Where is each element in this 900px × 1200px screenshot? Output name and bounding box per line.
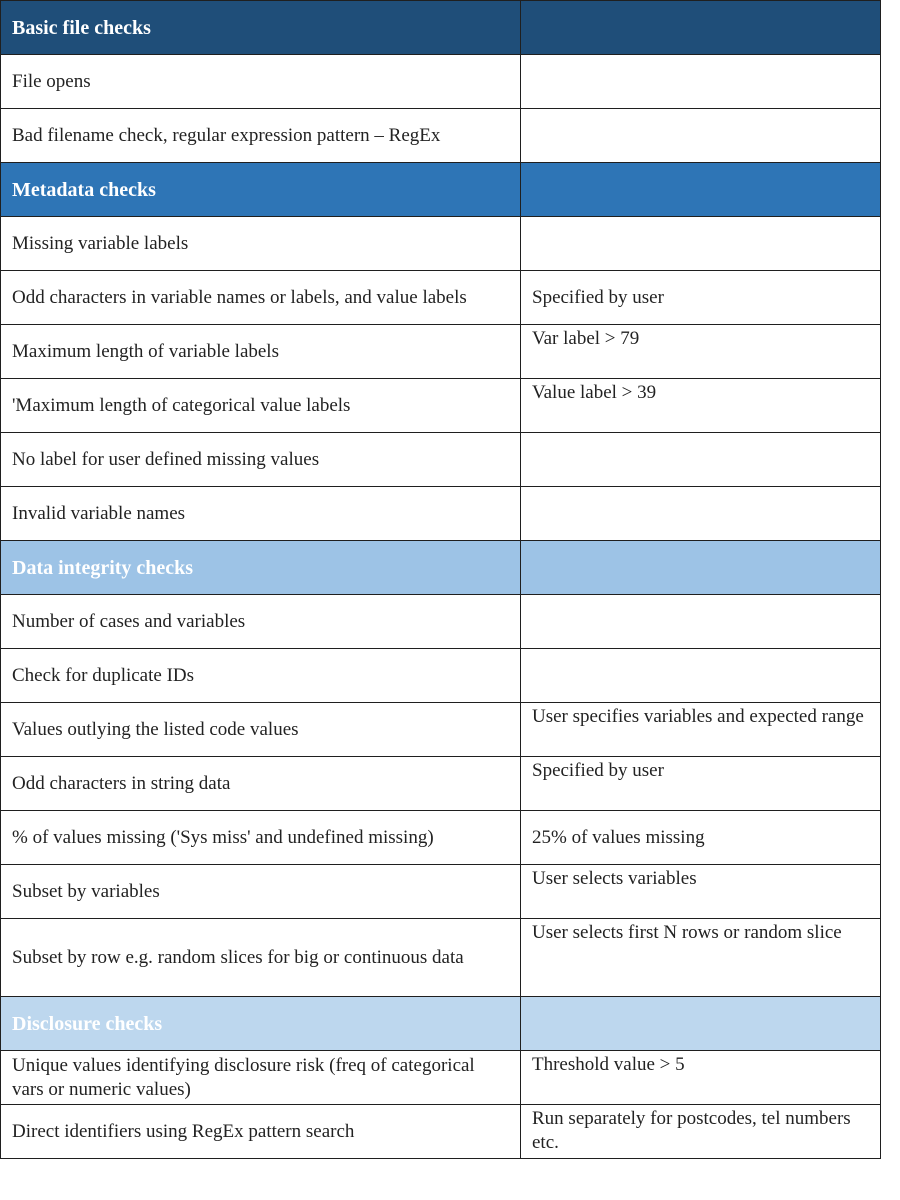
table-row xyxy=(1,595,881,649)
table-row xyxy=(1,109,881,163)
check-name-cell: Missing variable labels xyxy=(1,217,521,271)
section-header-row xyxy=(1,541,881,595)
table-row xyxy=(1,757,881,811)
check-name-cell: Values outlying the listed code values xyxy=(1,703,521,757)
table-row xyxy=(1,217,881,271)
check-name-cell: Unique values identifying disclosure risk (freq of categorical vars or numeric values) xyxy=(1,1051,521,1105)
check-name-cell: File opens xyxy=(1,55,521,109)
table-row xyxy=(1,649,881,703)
check-parameter-cell: Var label > 79 xyxy=(521,325,881,379)
section-header-row xyxy=(1,997,881,1051)
table-row xyxy=(1,325,881,379)
section-header-blank-cell xyxy=(521,163,881,217)
checks-table-body xyxy=(1,1,881,1159)
section-title: Basic file checks xyxy=(1,1,521,55)
table-row xyxy=(1,271,881,325)
check-name-cell: No label for user defined missing values xyxy=(1,433,521,487)
check-name-cell: Check for duplicate IDs xyxy=(1,649,521,703)
table-row xyxy=(1,55,881,109)
check-parameter-cell xyxy=(521,487,881,541)
check-parameter-cell xyxy=(521,433,881,487)
table-row xyxy=(1,487,881,541)
section-title: Disclosure checks xyxy=(1,997,521,1051)
check-parameter-cell xyxy=(521,55,881,109)
check-name-cell: 'Maximum length of categorical value labels xyxy=(1,379,521,433)
check-parameter-cell: Run separately for postcodes, tel numbers etc. xyxy=(521,1105,881,1159)
table-row xyxy=(1,1105,881,1159)
check-parameter-cell: Specified by user xyxy=(521,757,881,811)
check-name-cell: Subset by variables xyxy=(1,865,521,919)
table-row xyxy=(1,379,881,433)
table-row xyxy=(1,865,881,919)
section-header-blank-cell xyxy=(521,997,881,1051)
check-name-cell: Odd characters in variable names or labels, and value labels xyxy=(1,271,521,325)
section-header-row xyxy=(1,163,881,217)
section-title: Data integrity checks xyxy=(1,541,521,595)
check-parameter-cell xyxy=(521,649,881,703)
check-parameter-cell: Value label > 39 xyxy=(521,379,881,433)
check-parameter-cell: Specified by user xyxy=(521,271,881,325)
check-name-cell: Number of cases and variables xyxy=(1,595,521,649)
section-header-blank-cell xyxy=(521,541,881,595)
check-name-cell: Odd characters in string data xyxy=(1,757,521,811)
table-row xyxy=(1,433,881,487)
check-name-cell: Invalid variable names xyxy=(1,487,521,541)
table-row xyxy=(1,703,881,757)
table-row xyxy=(1,811,881,865)
check-name-cell: Subset by row e.g. random slices for big or continuous data xyxy=(1,919,521,997)
check-parameter-cell xyxy=(521,595,881,649)
check-name-cell: Bad filename check, regular expression pattern – RegEx xyxy=(1,109,521,163)
check-parameter-cell: 25% of values missing xyxy=(521,811,881,865)
table-row xyxy=(1,1051,881,1105)
check-name-cell: Direct identifiers using RegEx pattern search xyxy=(1,1105,521,1159)
check-parameter-cell xyxy=(521,109,881,163)
check-parameter-cell: User selects variables xyxy=(521,865,881,919)
section-title: Metadata checks xyxy=(1,163,521,217)
check-name-cell: Maximum length of variable labels xyxy=(1,325,521,379)
check-parameter-cell: Threshold value > 5 xyxy=(521,1051,881,1105)
section-header-blank-cell xyxy=(521,1,881,55)
check-parameter-cell: User specifies variables and expected range xyxy=(521,703,881,757)
check-parameter-cell xyxy=(521,217,881,271)
section-header-row xyxy=(1,1,881,55)
table-row xyxy=(1,919,881,997)
check-name-cell: % of values missing ('Sys miss' and undefined missing) xyxy=(1,811,521,865)
check-parameter-cell: User selects first N rows or random slice xyxy=(521,919,881,997)
